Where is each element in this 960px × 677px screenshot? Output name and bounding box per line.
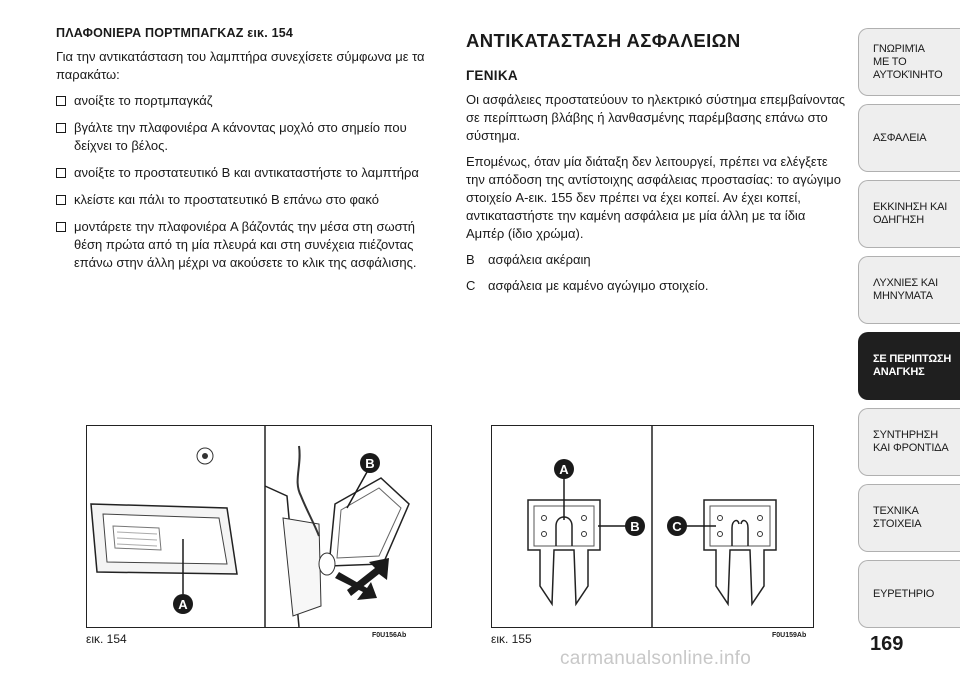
list-item: βγάλτε την πλαφονιέρα A κάνοντας μοχλό στο σημείο που δείχνει το βέλος. [56,119,436,155]
legend-item: B ασφάλεια ακέραιη [466,252,591,267]
tab-emergency[interactable]: ΣΕ ΠΕΡΙΠΤΩΣΗ ΑΝΑΓΚΗΣ [858,332,960,400]
figure-code: F0U156Ab [372,632,407,639]
right-column [466,26,846,303]
list-item: ανοίξτε το πορτμπαγκάζ [56,92,436,110]
legend-item: C ασφάλεια με καμένο αγώγιμο στοιχείο. [466,278,709,293]
page-title: ΑΝΤΙΚΑΤΑΣΤΑΣΗ ΑΣΦΑΛΕΙΩΝ [466,30,741,51]
label-a: A [559,462,569,477]
section-subtitle: ΓΕΝΙΚΑ [466,68,518,83]
label-b: B [630,519,640,534]
blown-fuse-icon [704,500,776,604]
tab-warning-lights[interactable]: ΛΥΧΝΙΕΣ ΚΑΙ ΜΗΝΥΜΑΤΑ [858,256,960,324]
figure-fuses [491,425,814,628]
figure-courtesy-light [86,425,432,628]
intro-text: Για την αντικατάσταση του λαμπτήρα συνεχίσετε σύμφωνα με τα παρακάτω: [56,49,425,82]
figure-code: F0U159Ab [772,632,807,639]
label-a: A [178,597,188,612]
figure-caption: εικ. 154 [86,632,127,646]
checkbox-bullet-icon [56,222,66,232]
tab-safety[interactable]: ΑΣΦΑΛΕΙΑ [858,104,960,172]
tab-starting-driving[interactable]: ΕΚΚΙΝΗΣΗ ΚΑΙ ΟΔΗΓΗΣΗ [858,180,960,248]
watermark: carmanualsonline.info [560,648,752,669]
checkbox-bullet-icon [56,168,66,178]
steps-list [56,92,436,272]
page-number: 169 [870,633,904,655]
figure-caption: εικ. 155 [491,632,532,646]
left-column [56,26,436,281]
section-heading-courtesy-light: ΠΛΑΦΟΝΙΕΡΑ ΠΟΡΤΜΠΑΓΚΑΖ εικ. 154 [56,26,294,40]
tab-technical-data[interactable]: ΤΕΧΝΙΚΑ ΣΤΟΙΧΕΙΑ [858,484,960,552]
courtesy-light-illustration [87,426,431,627]
checkbox-bullet-icon [56,195,66,205]
paragraph: Οι ασφάλειες προστατεύουν το ηλεκτρικό σύστημα επεμβαίνοντας σε περίπτωση βλάβης ή λανθασμένης παρέμβασης επάνω στο σύστημα. [466,92,845,143]
label-c: C [672,519,682,534]
list-item: μοντάρετε την πλαφονιέρα A βάζοντάς την μέσα στη σωστή θέση πρώτα από τη μία πλευρά και στη συνέχεια πιέζοντας επάνω στην άλλη μέχρι να ακούσετε το κλικ της ασφάλισης. [56,218,436,272]
tab-index[interactable]: ΕΥΡΕΤΗΡΙΟ [858,560,960,628]
checkbox-bullet-icon [56,123,66,133]
tab-maintenance[interactable]: ΣΥΝΤΗΡΗΣΗ ΚΑΙ ΦΡΟΝΤΙΔΑ [858,408,960,476]
fuse-illustration [492,426,813,627]
list-item: κλείστε και πάλι το προστατευτικό B επάνω στο φακό [56,191,436,209]
checkbox-bullet-icon [56,96,66,106]
list-item: ανοίξτε το προστατευτικό B και αντικαταστήστε το λαμπτήρα [56,164,436,182]
tab-getting-to-know[interactable]: ΓΝΩΡΙΜΊΑ ΜΕ ΤΟ ΑΥΤΟΚΊΝΗΤΟ [858,28,960,96]
label-b: B [365,456,375,471]
paragraph: Επομένως, όταν μία διάταξη δεν λειτουργεί, πρέπει να ελέγξετε την απόδοση της αντίστοιχης ασφάλειας προστασίας: το αγώγιμο στοιχείο A-εικ. 155 δεν πρέπει να έχει κοπεί. Αν έχει κοπεί, αντικαταστήστε την καμένη ασφάλεια με μία άλλη με τα ίδια Αμπέρ (ίδιο χρώμα). [466,154,841,241]
